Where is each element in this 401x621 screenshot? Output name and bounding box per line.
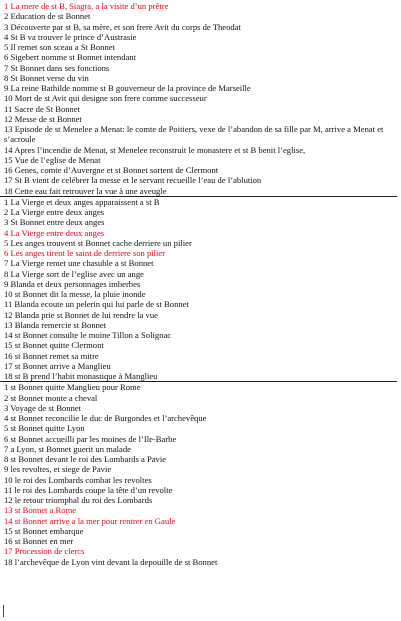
text-line[interactable]: 1 st Bonnet quitte Manglieu pour Rome [4,382,141,393]
text-line[interactable]: 18 Cette eau fait retrouver la vue à une aveugle [4,185,167,196]
text-line[interactable]: 15 st Bonnet quitte Clermont [4,340,104,351]
text-line[interactable]: 10 st Bonnet dit la messe, la pluie inonde [4,289,146,299]
text-line[interactable]: 13 Episode de st Menelee a Menat: le comte de Poitiers, vexe de l’abandon de sa fille par M, arrive a Menat et s’acroule [4,124,384,145]
text-line[interactable]: 13 st Bonnet a Rome [4,505,77,516]
text-line[interactable]: 16 st Bonnet en mer [4,536,74,546]
text-line[interactable]: 8 st Bonnet devant le roi des Lombards a Pavie [4,454,167,464]
text-line[interactable]: 15 Vue de l’eglise de Menat [4,154,101,165]
text-line[interactable]: 3 Découverte par st B, sa mère, et son frere Avit du corps de Theodat [4,21,241,32]
text-line[interactable]: 11 le roi des Lombards coupe la tête d’un revolte [4,484,173,495]
text-line[interactable]: 16 st Bonnet remet sa mitre [4,350,99,361]
text-line[interactable]: 7 a Lyon, st Bonnet guerit un malade [4,443,131,454]
text-line[interactable]: 11 Sacre de St Bonnet [4,103,81,114]
text-cursor [3,605,4,617]
text-line[interactable]: 17 St B vient de celébrer la messe et le servant recueille l’eau de l’ablution [4,175,262,186]
text-line[interactable]: 4 St B va trouver le prince d’Austrasie [4,31,137,42]
text-line[interactable]: 14 st Bonnet arrive a la mer pour rentrer en Gaule [4,515,176,526]
text-line[interactable]: 9 La reine Bathilde nomme st B gouverneur de la province de Marseille [4,83,251,93]
section-3 [0,381,397,567]
text-line[interactable]: 3 St Bonnet entre deux anges [4,217,105,228]
text-line[interactable]: 11 Blanda ecoute un pelerin qui lui parle de st Bonnet [4,299,189,310]
text-line[interactable]: 8 St Bonnet verse du vin [4,72,89,83]
text-line[interactable]: 18 l’archevêque de Lyon vint devant la depouille de st Bonnet [4,556,218,567]
section-2 [0,196,397,382]
text-line[interactable]: 2 Education de st Bonnet [4,11,91,22]
text-line[interactable]: 8 La Vierge sort de l’eglise avec un ange [4,268,144,279]
text-line[interactable]: 13 Blanda remercie st Bonnet [4,319,107,330]
text-line[interactable]: 10 le roi des Lombards combat les revoltes [4,474,152,485]
text-line[interactable]: 2 st Bonnet monte a cheval [4,392,98,403]
text-line[interactable]: 17 st Bonnet arrive a Manglieu [4,360,111,371]
text-line[interactable]: 12 Blanda prie st Bonnet de lui rendre la vue [4,309,158,320]
text-line[interactable]: 16 Genes, comte d’Auvergne et st Bonnet sortent de Clermont [4,165,219,175]
text-line[interactable]: 4 La Vierge entre deux anges [4,227,105,238]
text-line[interactable]: 10 Mort de st Avit qui designe son frere comme successeur [4,93,207,104]
text-line[interactable]: 9 les revoltes, et siege de Pavie [4,464,112,475]
section-1 [0,1,397,196]
text-line[interactable]: 14 Apres l’incendie de Menat, st Menelee reconstruit le monastere et st B benit l’eglise, [4,144,306,155]
text-line[interactable]: 5 st Bonnet quitte Lyon [4,423,85,434]
text-line[interactable]: 12 le retour triomphal du roi des Lombards [4,495,153,505]
text-line[interactable]: 5 Il remet son sceau a St Bonnet [4,42,115,52]
text-line[interactable]: 6 Sigebert nomme st Bonnet intendant [4,52,136,63]
text-line[interactable]: 5 Les anges trouvent st Bonnet cache derriere un pilier [4,237,192,248]
text-line[interactable]: 15 st Bonnet embarque [4,525,84,536]
document-body [0,1,401,567]
text-line[interactable]: 12 Messe de st Bonnet [4,113,82,124]
text-line[interactable]: 4 st Bonnet reconcilie le duc de Burgondes et l’archevêque [4,413,207,423]
text-line[interactable]: 6 Les anges tirent le saint de derriere son pilier [4,248,166,258]
text-line[interactable]: 2 La Vierge entre deux anges [4,207,105,217]
text-line[interactable]: 14 st Bonnet consulte le moine Tillon a Solignac [4,330,172,340]
text-line[interactable]: 6 st Bonnet accueilli par les moines de l’Ile-Barbe [4,433,177,444]
text-line[interactable]: 9 Blanda et deux personnages imberbes [4,278,141,289]
text-line[interactable]: 17 Procession de clercs [4,546,85,557]
text-line[interactable]: 18 st B prend l’habit monastique à Manglieu [4,371,158,381]
text-line[interactable]: 3 Voyage de st Bonnet [4,402,82,413]
text-line[interactable]: 1 La mere de st B, Siagra, a la visite d’un prêtre [4,1,169,11]
text-line[interactable]: 1 La Vierge et deux anges apparaissent a st B [4,196,160,207]
text-line[interactable]: 7 La Vierge remet une chasuble a st Bonnet [4,258,154,269]
text-line[interactable]: 7 St Bonnet dans ses fonctions [4,62,110,73]
